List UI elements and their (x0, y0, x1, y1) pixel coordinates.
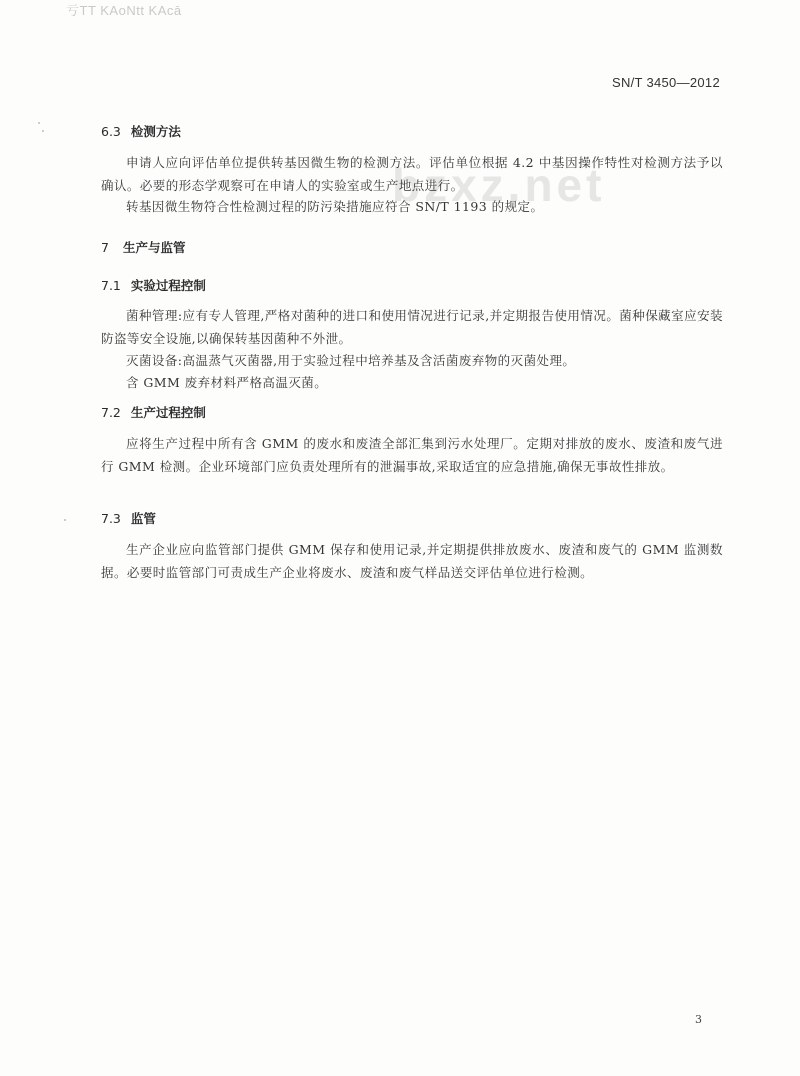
document-code: SN/T 3450—2012 (611, 75, 720, 90)
section-number: 7.3 (101, 511, 121, 526)
top-watermark-text: 亏TT KAoNtt KAcā (66, 3, 182, 18)
center-watermark: bzxz.net (392, 159, 606, 211)
paragraph-7-2-1: 应将生产过程中所有含 GMM 的废水和废渣全部汇集到污水处理厂。定期对排放的废水、废渣和废气进行 GMM 检测。企业环境部门应负责处理所有的泄漏事故,采取适宜的应急措施,确保无事故性排放。 (101, 436, 723, 474)
paragraph-7-3-1: 生产企业应向监管部门提供 GMM 保存和使用记录,并定期提供排放废水、废渣和废气的 GMM 监测数据。必要时监管部门可责成生产企业将废水、废渣和废气样品送交评估单位进行检测。 (101, 542, 723, 580)
section-title: 实验过程控制 (130, 278, 206, 293)
section-heading-7-1 (101, 276, 206, 294)
section-heading-6-3 (101, 122, 181, 140)
section-number: 6.3 (101, 124, 121, 139)
scan-speck (38, 122, 40, 124)
section-number: 7.1 (101, 278, 121, 293)
section-heading-7 (101, 238, 185, 256)
section-title: 生产与监管 (122, 240, 186, 255)
section-number: 7 (101, 240, 109, 255)
section-heading-7-2 (101, 403, 206, 421)
section-title: 监管 (130, 511, 156, 526)
paragraph-7-1-1: 菌种管理:应有专人管理,严格对菌种的进口和使用情况进行记录,并定期报告使用情况。菌种保藏室应安装防盗等安全设施,以确保转基因菌种不外泄。 (101, 308, 723, 346)
paragraph-7-1-3: 含 GMM 废弃材料严格高温灭菌。 (126, 375, 328, 390)
section-title: 检测方法 (130, 124, 181, 139)
section-heading-7-3 (101, 509, 156, 527)
scan-speck (64, 519, 66, 521)
paragraph-6-3-1: 申请人应向评估单位提供转基因微生物的检测方法。评估单位根据 4.2 中基因操作特性对检测方法予以确认。必要的形态学观察可在申请人的实验室或生产地点进行。 (101, 155, 723, 193)
section-title: 生产过程控制 (130, 405, 206, 420)
scan-speck (42, 130, 44, 132)
paragraph-7-1-2: 灭菌设备:高温蒸气灭菌器,用于实验过程中培养基及含活菌废弃物的灭菌处理。 (126, 353, 576, 368)
section-number: 7.2 (101, 405, 121, 420)
page-number: 3 (695, 1013, 702, 1026)
paragraph-6-3-2: 转基因微生物符合性检测过程的防污染措施应符合 SN/T 1193 的规定。 (126, 199, 544, 214)
